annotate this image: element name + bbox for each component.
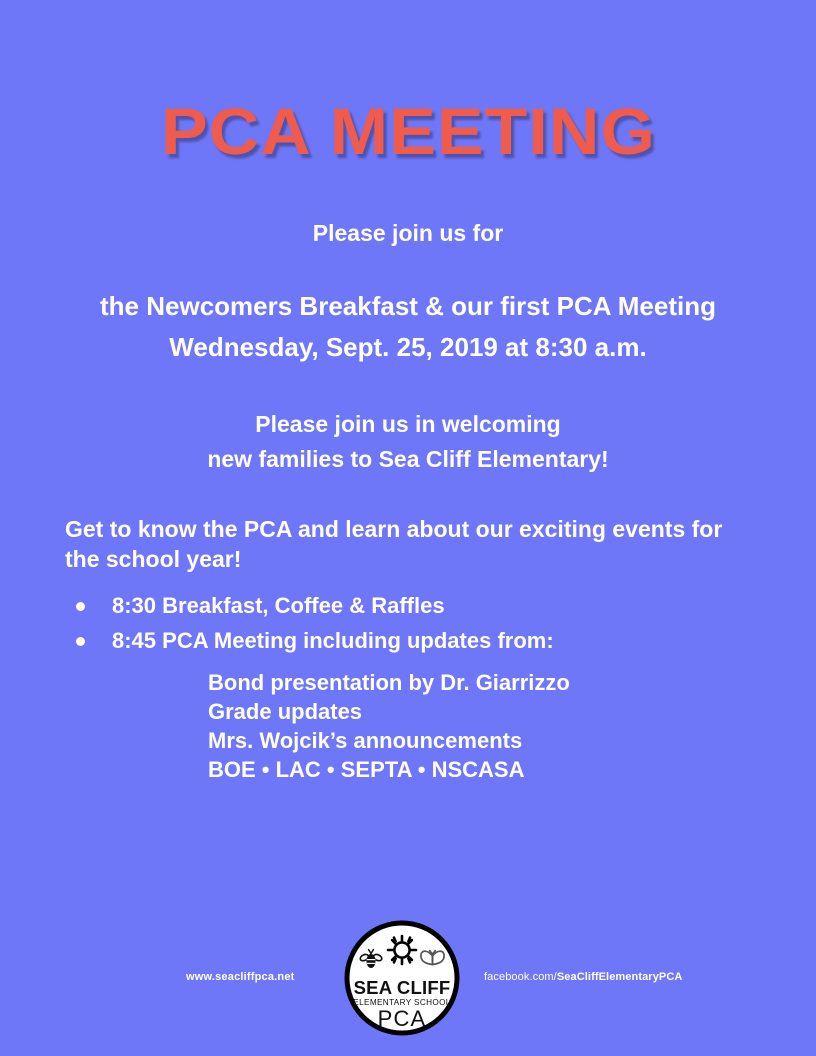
welcome-line-2: new families to Sea Cliff Elementary! — [207, 446, 609, 472]
event-title-line: the Newcomers Breakfast & our first PCA Meeting — [100, 291, 716, 321]
facebook-handle: SeaCliffElementaryPCA — [556, 971, 683, 983]
agenda-item-label: 8:45 PCA Meeting including updates from: — [112, 628, 554, 653]
agenda-list — [65, 591, 765, 656]
updates-list — [208, 668, 728, 784]
school-logo — [344, 920, 460, 1036]
website-url[interactable]: www.seacliffpca.net — [186, 971, 295, 983]
body-paragraph: Get to know the PCA and learn about our exciting events for the school year! — [65, 516, 723, 572]
list-item — [65, 591, 765, 621]
list-item: BOE • LAC • SEPTA • NSCASA — [208, 757, 525, 782]
list-item: Bond presentation by Dr. Giarrizzo — [208, 670, 570, 695]
welcome-line-1: Please join us in welcoming — [255, 411, 561, 437]
agenda-item-label: 8:30 Breakfast, Coffee & Raffles — [112, 593, 445, 618]
footer — [0, 920, 816, 1040]
facebook-url[interactable] — [484, 971, 682, 983]
facebook-prefix: facebook.com/ — [484, 971, 557, 983]
logo-line-2: ELEMENTARY SCHOOL — [353, 998, 451, 1007]
bullet-dot-icon — [76, 637, 85, 646]
intro-text: Please join us for — [312, 220, 504, 246]
list-item — [65, 626, 765, 656]
logo-line-3: PCA — [377, 1006, 427, 1031]
bullet-dot-icon — [76, 602, 85, 611]
event-datetime-line: Wednesday, Sept. 25, 2019 at 8:30 a.m. — [169, 332, 647, 362]
list-item: Grade updates — [208, 699, 363, 724]
title-container — [0, 96, 816, 166]
page-title: PCA MEETING — [160, 94, 656, 168]
logo-line-1: SEA CLIFF — [353, 977, 451, 998]
list-item: Mrs. Wojcik’s announcements — [208, 728, 523, 753]
